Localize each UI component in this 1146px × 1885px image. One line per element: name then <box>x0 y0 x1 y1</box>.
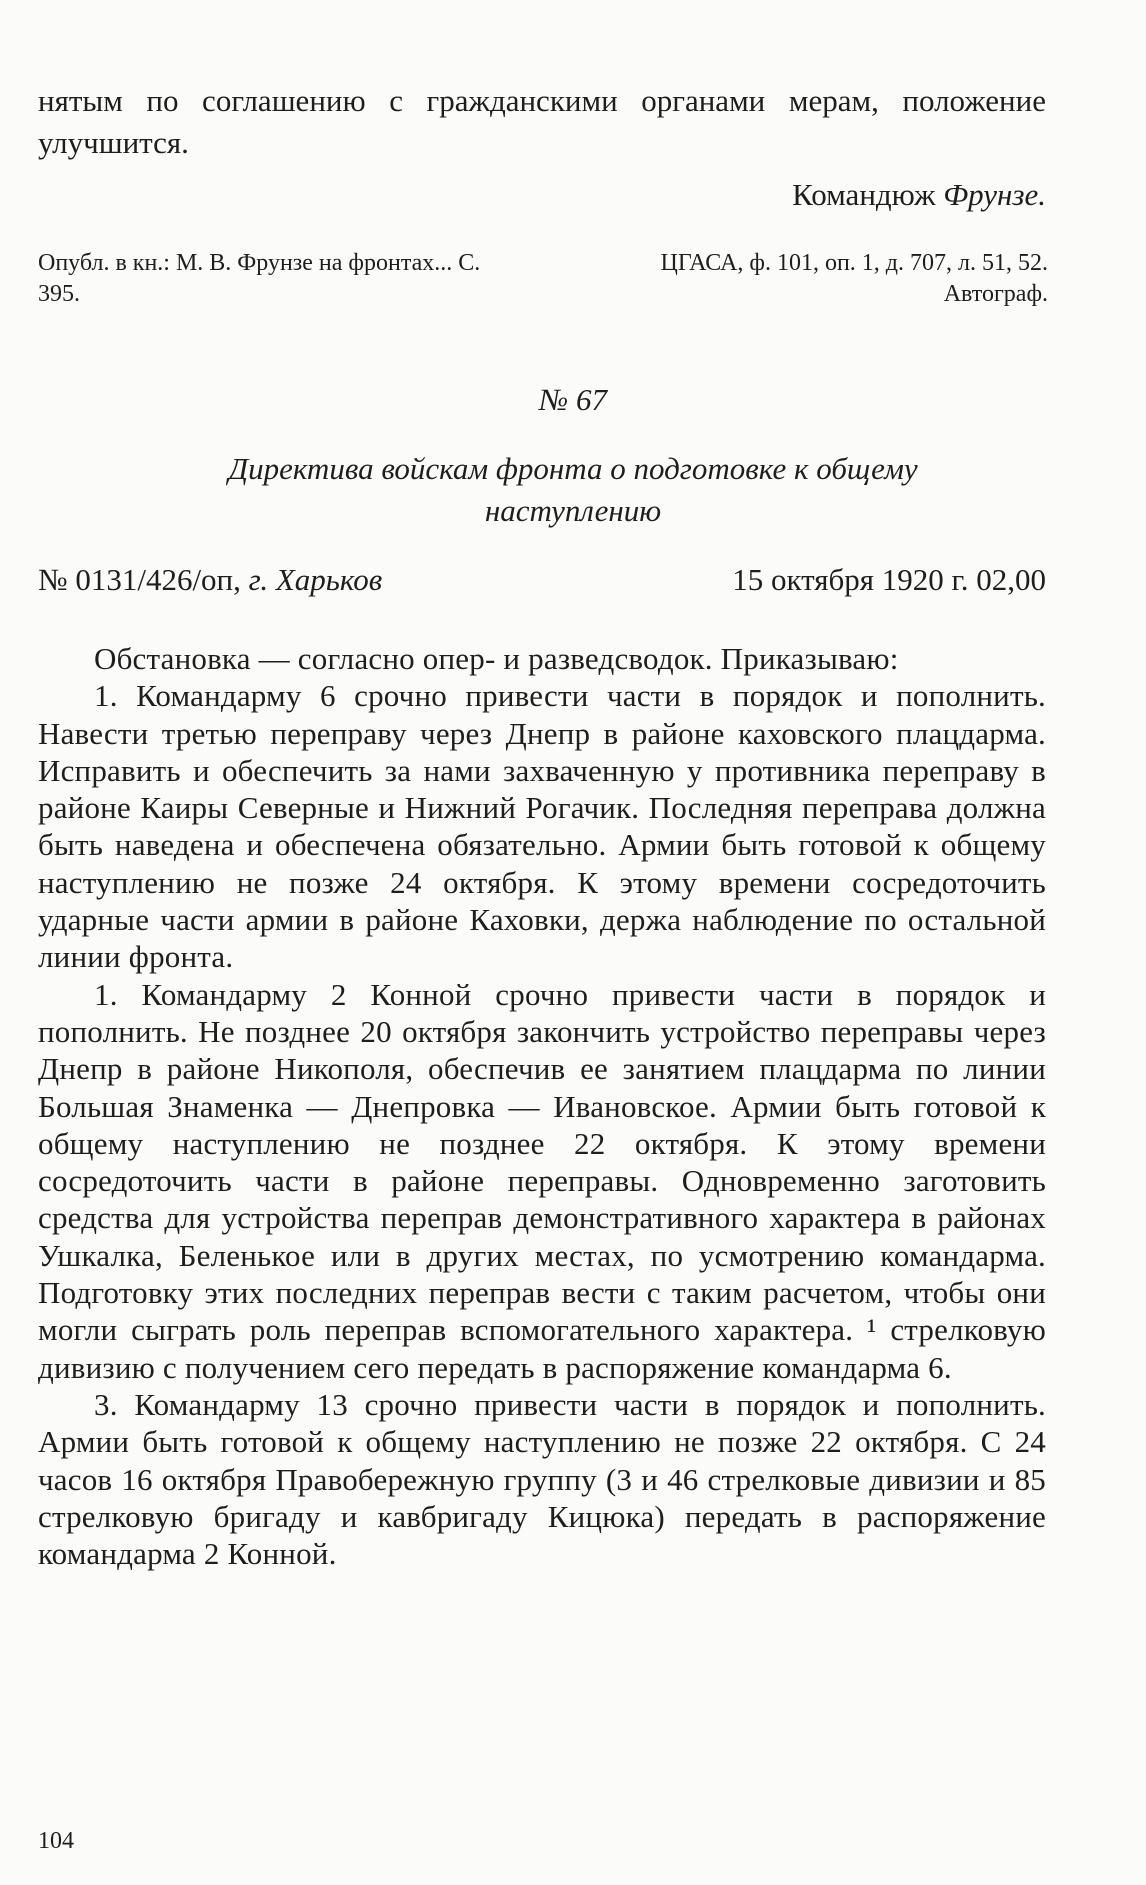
directive-body <box>38 640 1046 1572</box>
page-number: 104 <box>38 1828 74 1854</box>
body-item-3: 3. Командарму 13 срочно привести части в порядок и пополнить. Армии быть готовой к общему наступлению не позже 22 октября. С 24 часов 16 октября Правобережную группу (3 и 46 стрелковые дивизии и 85 стрелковую бригаду и кавбригаду Кицюка) передать в распоряжение командарма 2 Конной. <box>38 1386 1046 1572</box>
document-reg-number: № 0131/426/оп, <box>38 562 241 597</box>
signature-name: Фрунзе. <box>943 177 1046 212</box>
document-title-text: Директива войскам фронта о подготовке к общему наступлению <box>228 451 918 528</box>
signature <box>792 175 1046 215</box>
publication-source: Опубл. в кн.: М. В. Фрунзе на фронтах... С. 395. <box>38 250 481 307</box>
body-item-1: 1. Командарму 6 срочно привести части в порядок и пополнить. Навести третью переправу через Днепр в районе каховского плацдарма. Исправить и обеспечить за нами захваченную у противника переправу в районе Каиры Северные и Нижний Рогачик. Последняя переправа должна быть наведена и обеспечена обязательно. Армии быть готовой к общему наступлению не позже 24 октября. К этому времени сосредоточить ударные части армии в районе Каховки, держа наблюдение по остальной линии фронта. <box>38 678 1046 975</box>
document-date: 15 октября 1920 г. 02,00 <box>732 562 1046 597</box>
signature-title: Командюж <box>792 177 936 212</box>
lead-paragraph: нятым по соглашению с гражданскими органами мерам, положение улучшится. <box>38 83 1046 160</box>
document-title <box>0 448 1146 532</box>
document-number: № 67 <box>539 382 607 417</box>
archive-source: ЦГАСА, ф. 101, оп. 1, д. 707, л. 51, 52. Автограф. <box>660 250 1048 307</box>
document-reg <box>38 560 382 600</box>
body-intro: Обстановка — согласно опер- и разведсводок. Приказываю: <box>94 641 899 676</box>
document-place: г. Харьков <box>248 562 383 597</box>
body-item-2: 1. Командарму 2 Конной срочно привести части в порядок и пополнить. Не позднее 20 октября закончить устройство переправы через Днепр в районе Никополя, обеспечив ее занятием плацдарма по линии Большая Знаменка — Днепровка — Ивановское. Армии быть готовой к общему наступлению не позднее 22 октября. К этому времени сосредоточить части в районе переправы. Одновременно заготовить средства для устройства переправ демонстративного характера в районах Ушкалка, Беленькое или в других местах, по усмотрению командарма. Подготовку этих последних переправ вести с таким расчетом, чтобы они могли сыграть роль переправ вспомогательного характера. ¹ стрелковую дивизию с получением сего передать в распоряжение командарма 6. <box>38 976 1046 1385</box>
